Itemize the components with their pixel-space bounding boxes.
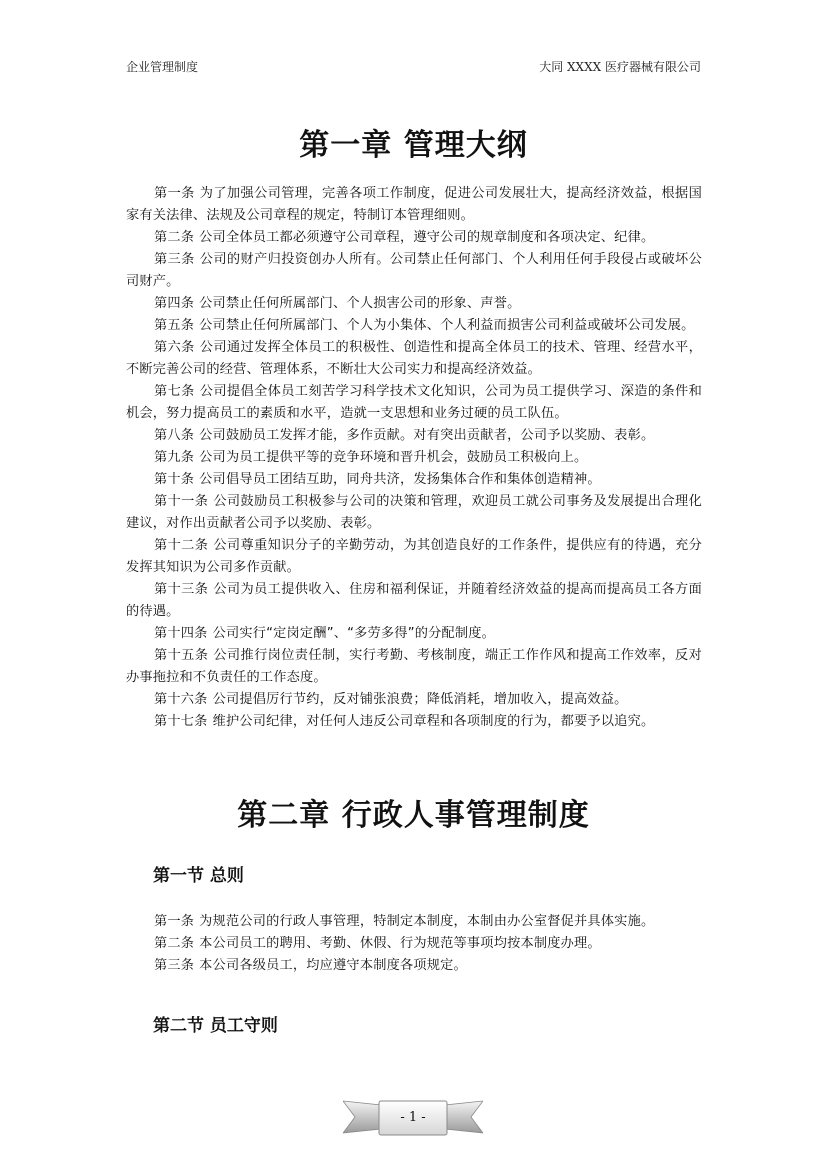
article-text: 公司推行岗位责任制，实行考勤、考核制度，端正工作作风和提高工作效率，反对办事拖拉和不负责任的工作态度。 xyxy=(126,648,702,685)
article-text: 公司全体员工都必须遵守公司章程，遵守公司的规章制度和各项决定、纪律。 xyxy=(199,230,655,245)
article xyxy=(126,469,702,491)
article-text: 公司的财产归投资创办人所有。公司禁止任何部门、个人利用任何手段侵占或破坏公司财产。 xyxy=(126,252,702,289)
page-header xyxy=(126,58,701,78)
section-1-articles xyxy=(126,911,702,977)
article-text: 公司鼓励员工发挥才能，多作贡献。对有突出贡献者，公司予以奖励、表彰。 xyxy=(199,428,655,443)
section-2-title: 第二节 员工守则 xyxy=(153,1016,278,1036)
article-text: 公司倡导员工团结互助，同舟共济，发扬集体合作和集体创造精神。 xyxy=(199,472,601,487)
article xyxy=(126,491,702,535)
article-text: 公司提倡全体员工刻苦学习科学技术文化知识，公司为员工提供学习、深造的条件和机会，努力提高员工的素质和水平，造就一支思想和业务过硬的员工队伍。 xyxy=(126,384,702,421)
article-number: 第五条 xyxy=(154,318,195,333)
article-number: 第三条 xyxy=(154,252,195,267)
article-number: 第十一条 xyxy=(154,494,209,509)
article xyxy=(126,623,702,645)
article-number: 第三条 xyxy=(154,958,195,973)
chapter-1-articles xyxy=(126,183,702,733)
article-text: 公司通过发挥全体员工的积极性、创造性和提高全体员工的技术、管理、经营水平，不断完善公司的经营、管理体系，不断壮大公司实力和提高经济效益。 xyxy=(126,340,702,377)
article-number: 第四条 xyxy=(154,296,195,311)
article-text: 公司禁止任何所属部门、个人损害公司的形象、声誉。 xyxy=(199,296,521,311)
header-left-text: 企业管理制度 xyxy=(126,60,199,74)
article xyxy=(126,293,702,315)
header-right-text: 大同 XXXX 医疗器械有限公司 xyxy=(539,60,701,74)
article-number: 第十条 xyxy=(154,472,195,487)
article xyxy=(126,183,702,227)
article-number: 第十二条 xyxy=(154,538,209,553)
article-number: 第九条 xyxy=(154,450,195,465)
article-text: 公司为员工提供平等的竞争环境和晋升机会，鼓励员工积极向上。 xyxy=(199,450,588,465)
article xyxy=(126,911,702,933)
article-number: 第十六条 xyxy=(154,692,208,707)
article-number: 第十七条 xyxy=(154,714,208,729)
article-number: 第十四条 xyxy=(154,626,208,641)
article xyxy=(126,249,702,293)
article-number: 第一条 xyxy=(154,186,195,201)
article-number: 第十三条 xyxy=(154,582,209,597)
article xyxy=(126,955,702,977)
article-text: 公司实行“定岗定酬”、“多劳多得”的分配制度。 xyxy=(212,626,496,641)
article xyxy=(126,933,702,955)
article-text: 公司提倡厉行节约，反对铺张浪费；降低消耗，增加收入，提高效益。 xyxy=(212,692,628,707)
article xyxy=(126,227,702,249)
article-text: 为规范公司的行政人事管理，特制定本制度，本制由办公室督促并具体实施。 xyxy=(199,914,655,929)
article-number: 第十五条 xyxy=(154,648,209,663)
chapter-2-title: 第二章 行政人事管理制度 xyxy=(237,798,590,833)
article xyxy=(126,337,702,381)
article xyxy=(126,381,702,425)
section-1-title: 第一节 总则 xyxy=(153,866,244,886)
page-number: - 1 - xyxy=(400,1110,426,1125)
article xyxy=(126,579,702,623)
article-text: 公司为员工提供收入、住房和福利保证，并随着经济效益的提高而提高员工各方面的待遇。 xyxy=(126,582,702,619)
article-text: 本公司各级员工，均应遵守本制度各项规定。 xyxy=(199,958,467,973)
article-number: 第二条 xyxy=(154,936,195,951)
article-number: 第二条 xyxy=(154,230,195,245)
article xyxy=(126,315,702,337)
article-text: 维护公司纪律，对任何人违反公司章程和各项制度的行为，都要予以追究。 xyxy=(212,714,655,729)
article xyxy=(126,447,702,469)
article xyxy=(126,645,702,689)
article-text: 公司尊重知识分子的辛勤劳动，为其创造良好的工作条件，提供应有的待遇，充分发挥其知识为公司多作贡献。 xyxy=(126,538,702,575)
article-number: 第七条 xyxy=(154,384,195,399)
article xyxy=(126,689,702,711)
article-text: 本公司员工的聘用、考勤、休假、行为规范等事项均按本制度办理。 xyxy=(199,936,601,951)
article-number: 第八条 xyxy=(154,428,195,443)
article xyxy=(126,711,702,733)
article xyxy=(126,425,702,447)
article-text: 公司鼓励员工积极参与公司的决策和管理，欢迎员工就公司事务及发展提出合理化建议，对作出贡献者公司予以奖励、表彰。 xyxy=(126,494,702,531)
article-number: 第六条 xyxy=(154,340,195,355)
article-number: 第一条 xyxy=(154,914,195,929)
chapter-1-title: 第一章 管理大纲 xyxy=(299,128,528,163)
article-text: 公司禁止任何所属部门、个人为小集体、个人利益而损害公司利益或破坏公司发展。 xyxy=(199,318,695,333)
article xyxy=(126,535,702,579)
article-text: 为了加强公司管理，完善各项工作制度，促进公司发展壮大，提高经济效益，根据国家有关法律、法规及公司章程的规定，特制订本管理细则。 xyxy=(126,186,702,223)
